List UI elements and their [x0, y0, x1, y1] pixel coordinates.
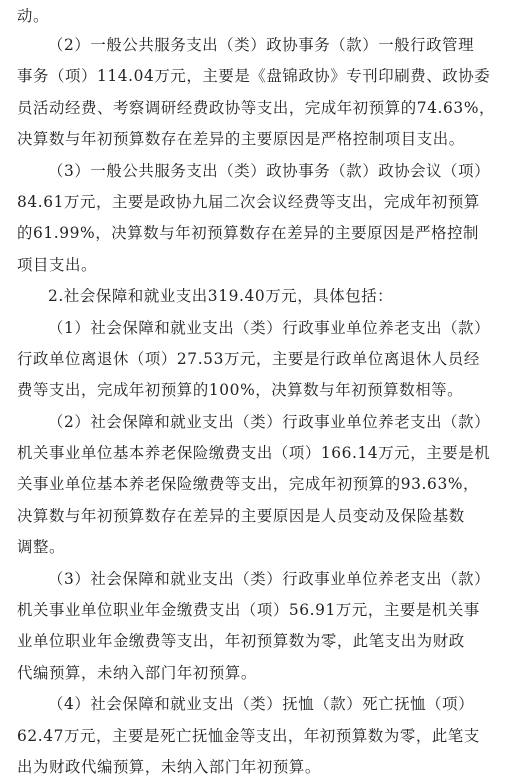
text-line: 机关事业单位基本养老保险缴费支出（项）166.14万元，主要是机 [17, 444, 491, 463]
text-line: 员活动经费、考察调研经费政协等支出，完成年初预算的74.63%， [17, 98, 496, 117]
paragraph-first-line: （2）社会保障和就业支出（类）行政事业单位养老支出（款） [48, 412, 491, 431]
text-line: 决算数与年初预算数存在差异的主要原因是严格控制项目支出。 [17, 130, 465, 149]
text-line: 84.61万元，主要是政协九届二次会议经费等支出，完成年初预算 [17, 192, 480, 211]
text-line: 62.47万元，主要是死亡抚恤金等支出，年初预算数为零，此笔支 [17, 726, 480, 745]
text-line: 行政单位离退休（项）27.53万元，主要是行政单位离退休人员经 [17, 349, 480, 368]
text-line: 动。 [17, 7, 49, 25]
text-line: 决算数与年初预算数存在差异的主要原因是人员变动及保险基数 [17, 506, 465, 525]
text-line: 调整。 [17, 538, 65, 557]
paragraph-first-line: （3）社会保障和就业支出（类）行政事业单位养老支出（款） [48, 569, 491, 588]
text-line: 关事业单位基本养老保险缴费等支出，完成年初预算的93.63%， [17, 475, 480, 494]
paragraph-first-line: （4）社会保障和就业支出（类）抚恤（款）死亡抚恤（项） [48, 695, 475, 714]
document-page [17, 0, 507, 783]
paragraph-first-line: （1）社会保障和就业支出（类）行政事业单位养老支出（款） [48, 318, 491, 337]
section-heading: 2.社会保障和就业支出319.40万元，具体包括： [48, 287, 394, 306]
text-line: 事务（项）114.04万元，主要是《盘锦政协》专刊印刷费、政协委 [17, 67, 491, 86]
paragraph-first-line: （3）一般公共服务支出（类）政协事务（款）政协会议（项） [48, 161, 491, 180]
text-line: 的61.99%，决算数与年初预算数存在差异的主要原因是严格控制 [17, 224, 480, 243]
text-line: 机关事业单位职业年金缴费支出（项）56.91万元，主要是机关事 [17, 601, 480, 620]
text-line: 业单位职业年金缴费等支出，年初预算数为零，此笔支出为财政 [17, 632, 465, 651]
text-line: 代编预算，未纳入部门年初预算。 [17, 663, 257, 682]
paragraph-first-line: （2）一般公共服务支出（类）政协事务（款）一般行政管理 [48, 36, 475, 54]
text-line: 出为财政代编预算，未纳入部门年初预算。 [17, 757, 321, 776]
text-line: 费等支出，完成年初预算的100%，决算数与年初预算数相等。 [17, 381, 464, 400]
text-line: 项目支出。 [17, 255, 97, 274]
